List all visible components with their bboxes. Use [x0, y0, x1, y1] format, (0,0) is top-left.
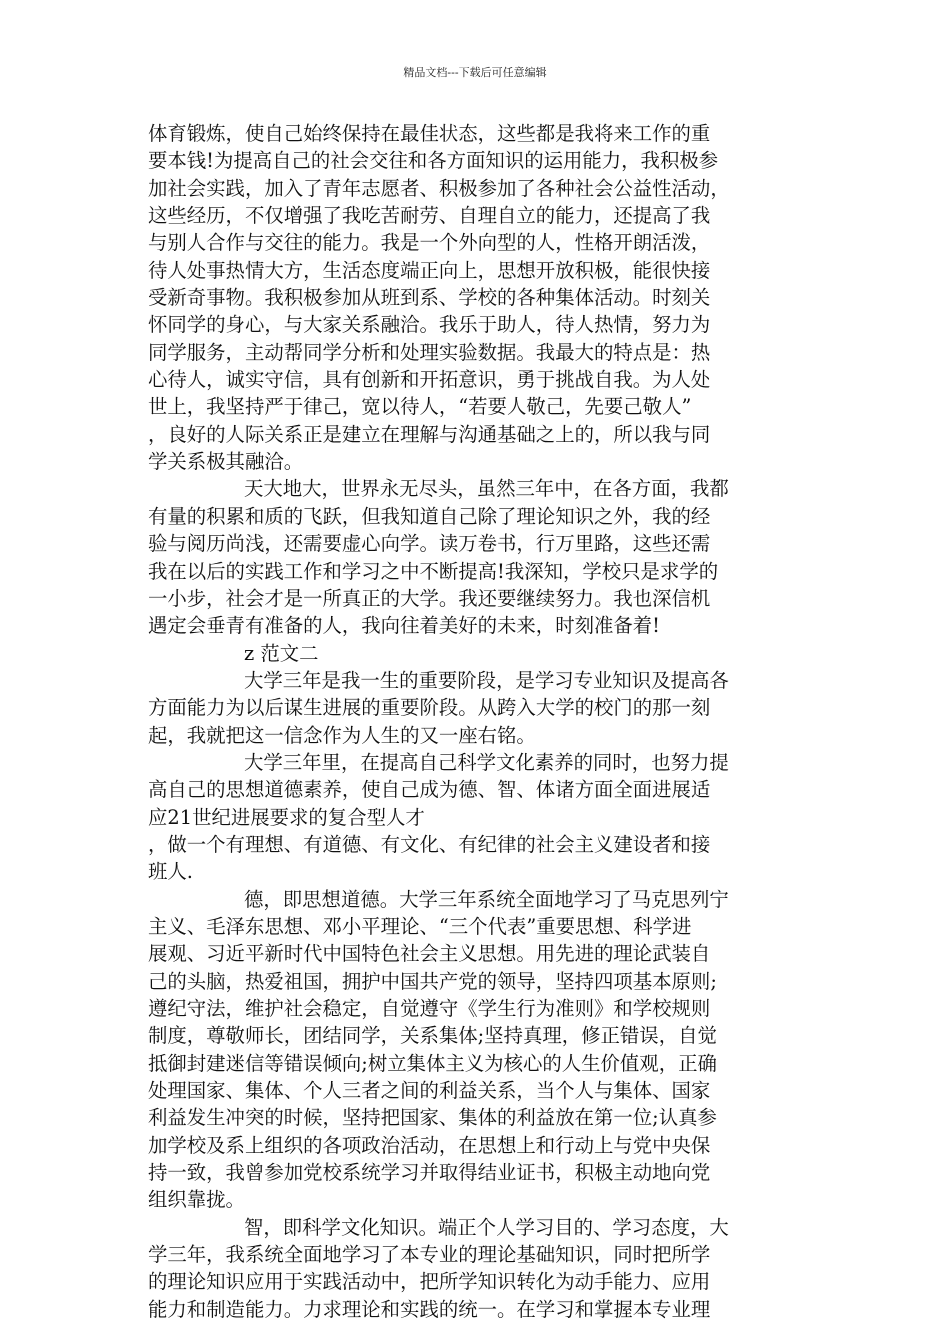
page-header: 精品文档---下载后可任意编辑: [403, 66, 547, 79]
text-line: 遵纪守法，维护社会稳定，自觉遵守《学生行为准则》和学校规则: [148, 997, 711, 1020]
text-line: 主义、毛泽东思想、邓小平理论、“三个代表”重要思想、科学进: [148, 914, 692, 938]
text-line: 能力和制造能力。力求理论和实践的统一。在学习和掌握本专业理: [148, 1297, 711, 1321]
text-line: 同学服务，主动帮同学分析和处理实验数据。我最大的特点是：热: [148, 340, 711, 364]
text-line: 己的头脑，热爱祖国，拥护中国共产党的领导，坚持四项基本原则;: [148, 969, 717, 993]
text-line: 体育锻炼，使自己始终保持在最佳状态，这些都是我将来工作的重: [148, 122, 711, 145]
text-line: 智，即科学文化知识。端正个人学习目的、学习态度，大: [244, 1215, 729, 1239]
text-line: 展观、习近平新时代中国特色社会主义思想。用先进的理论武装自: [148, 942, 711, 966]
text-line: 心待人，诚实守信，具有创新和开拓意识，勇于挑战自我。为人处: [148, 368, 711, 392]
text-line: 加学校及系上组织的各项政治活动，在思想上和行动上与党中央保: [148, 1133, 711, 1157]
text-line: ，做一个有理想、有道德、有文化、有纪律的社会主义建设者和接: [148, 832, 711, 856]
text-line: 德，即思想道德。大学三年系统全面地学习了马克思列宁: [244, 887, 729, 911]
text-line: 怀同学的身心，与大家关系融洽。我乐于助人，待人热情，努力为: [148, 313, 711, 337]
text-line: 方面能力为以后谋生进展的重要阶段。从跨入大学的校门的那一刻: [148, 696, 711, 720]
text-line: 起，我就把这一信念作为人生的又一座右铭。: [148, 723, 536, 747]
text-line: 班人.: [148, 860, 193, 884]
text-line: 利益发生冲突的时候，坚持把国家、集体的利益放在第一位;认真参: [148, 1106, 717, 1130]
text-line: 遇定会垂青有准备的人，我向往着美好的未来，时刻准备着!: [148, 614, 660, 638]
text-line: 学三年，我系统全面地学习了本专业的理论基础知识，同时把所学: [148, 1243, 711, 1267]
text-line: 要本钱!为提高自己的社会交往和各方面知识的运用能力，我积极参: [148, 149, 719, 173]
text-line: 待人处事热情大方，生活态度端正向上，思想开放积极，能很快接: [148, 258, 711, 282]
text-line: 世上，我坚持严于律己，宽以待人，“若要人敬己，先要己敬人”: [148, 395, 692, 419]
text-line: 应21世纪进展要求的复合型人才: [148, 805, 425, 829]
text-line: 一小步，社会才是一所真正的大学。我还要继续努力。我也深信机: [148, 586, 711, 610]
text-line: z 范文二: [244, 641, 319, 665]
text-line: 有量的积累和质的飞跃，但我知道自己除了理论知识之外，我的经: [148, 504, 711, 528]
text-line: 处理国家、集体、个人三者之间的利益关系，当个人与集体、国家: [148, 1079, 711, 1103]
text-line: 组织靠拢。: [148, 1188, 245, 1212]
text-line: 我在以后的实践工作和学习之中不断提高!我深知，学校只是求学的: [148, 559, 719, 583]
text-line: ，良好的人际关系正是建立在理解与沟通基础之上的，所以我与同: [148, 422, 711, 446]
text-line: 验与阅历尚浅，还需要虚心向学。读万卷书，行万里路，这些还需: [148, 532, 711, 556]
text-line: 学关系极其融洽。: [148, 450, 304, 474]
document-body: [148, 120, 812, 1323]
text-line: 受新奇事物。我积极参加从班到系、学校的各种集体活动。时刻关: [148, 286, 711, 310]
text-line: 加社会实践，加入了青年志愿者、积极参加了各种社会公益性活动，: [148, 176, 730, 200]
text-line: 这些经历，不仅增强了我吃苦耐劳、自理自立的能力，还提高了我: [148, 204, 711, 228]
text-line: 与别人合作与交往的能力。我是一个外向型的人，性格开朗活泼，: [148, 231, 711, 255]
text-line: 的理论知识应用于实践活动中，把所学知识转化为动手能力、应用: [148, 1270, 711, 1294]
text-line: 大学三年是我一生的重要阶段，是学习专业知识及提高各: [244, 668, 729, 692]
text-line: 大学三年里，在提高自己科学文化素养的同时，也努力提: [244, 750, 729, 774]
text-line: 制度，尊敬师长，团结同学，关系集体;坚持真理，修正错误，自觉: [148, 1024, 717, 1048]
text-line: 高自己的思想道德素养，使自己成为德、智、体诸方面全面进展适: [148, 778, 711, 802]
text-line: 天大地大，世界永无尽头，虽然三年中，在各方面，我都: [244, 477, 729, 501]
text-line: 持一致，我曾参加党校系统学习并取得结业证书，积极主动地向党: [148, 1161, 711, 1185]
text-line: 抵御封建迷信等错误倾向;树立集体主义为核心的人生价值观，正确: [148, 1051, 717, 1075]
